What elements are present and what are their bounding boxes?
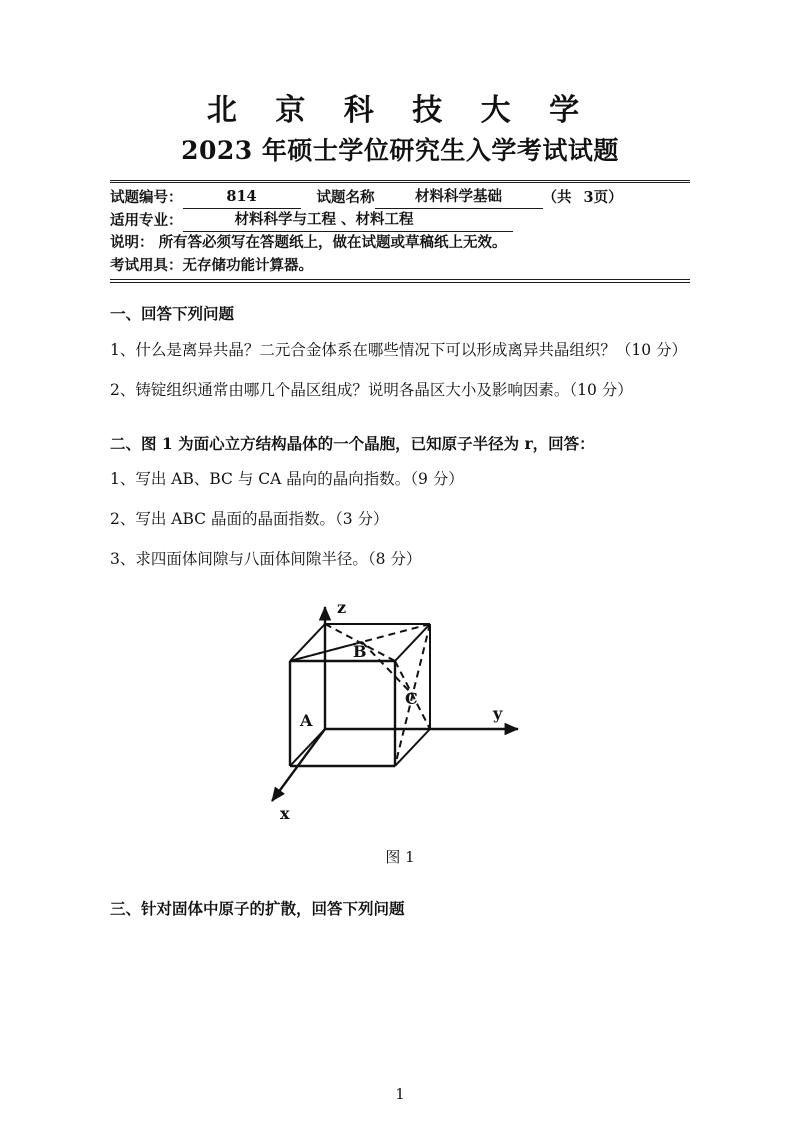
- section-heading-three: 三、针对固体中原子的扩散，回答下列问题: [110, 898, 405, 918]
- exam-name-label: 试题名称: [316, 188, 375, 206]
- label-point-b: B: [353, 641, 367, 661]
- section-heading-two: 二、图 1 为面心立方结构晶体的一个晶胞，已知原子半径为 r，回答：: [110, 433, 595, 453]
- label-axis-y: y: [493, 703, 503, 723]
- pages-prefix: （共: [542, 188, 572, 206]
- info-line-tools: 考试用具：无存储功能计算器。: [110, 256, 313, 274]
- pages-count: 3: [583, 188, 594, 206]
- question-1-1: 1、什么是离异共晶？二元合金体系在哪些情况下可以形成离异共晶组织？（10 分）: [110, 340, 688, 359]
- cube-edge-bottom-right-depth: [395, 729, 430, 766]
- university-title: 北 京 科 技 大 学: [206, 93, 594, 128]
- exam-name-value: 材料科学基础: [375, 186, 543, 209]
- question-2-3: 3、求四面体间隙与八面体间隙半径。（8 分）: [110, 549, 422, 568]
- question-1-2: 2、铸锭组织通常由哪几个晶区组成？说明各晶区大小及影响因素。（10 分）: [110, 380, 633, 399]
- figure-1-container: [110, 589, 690, 867]
- section-heading-one: 一、回答下列问题: [110, 304, 235, 324]
- info-line-code-name-pages: [110, 186, 690, 209]
- fcc-unit-cell-diagram: [250, 589, 550, 844]
- page-number: 1: [395, 1085, 405, 1103]
- exam-code-value: 814: [183, 186, 301, 209]
- question-2-1: 1、写出 AB、BC 与 CA 晶向的晶向指数。（9 分）: [110, 469, 464, 488]
- major-label: 适用专业：: [110, 211, 183, 229]
- exam-title: 2023 年硕士学位研究生入学考试试题: [181, 135, 619, 165]
- major-value: 材料科学与工程 、材料工程: [183, 209, 513, 232]
- label-point-c: C: [405, 688, 418, 708]
- info-line-major: [110, 209, 690, 232]
- pages-suffix: 页）: [593, 188, 623, 206]
- figure-1-caption: 图 1: [385, 847, 415, 866]
- label-axis-z: z: [337, 597, 347, 617]
- note-text: 所有答必须写在答题纸上，做在试题或草稿纸上无效。: [158, 234, 507, 252]
- note-label: 说明：: [110, 234, 154, 252]
- label-point-a: A: [300, 710, 313, 730]
- cube-edge-bottom-left-depth: [290, 729, 325, 766]
- label-axis-x: x: [280, 803, 290, 823]
- exam-info-block: [110, 180, 690, 284]
- info-line-note: [110, 232, 690, 254]
- question-2-2: 2、写出 ABC 晶面的晶面指数。（3 分）: [110, 509, 389, 528]
- exam-code-label: 试题编号：: [110, 188, 183, 206]
